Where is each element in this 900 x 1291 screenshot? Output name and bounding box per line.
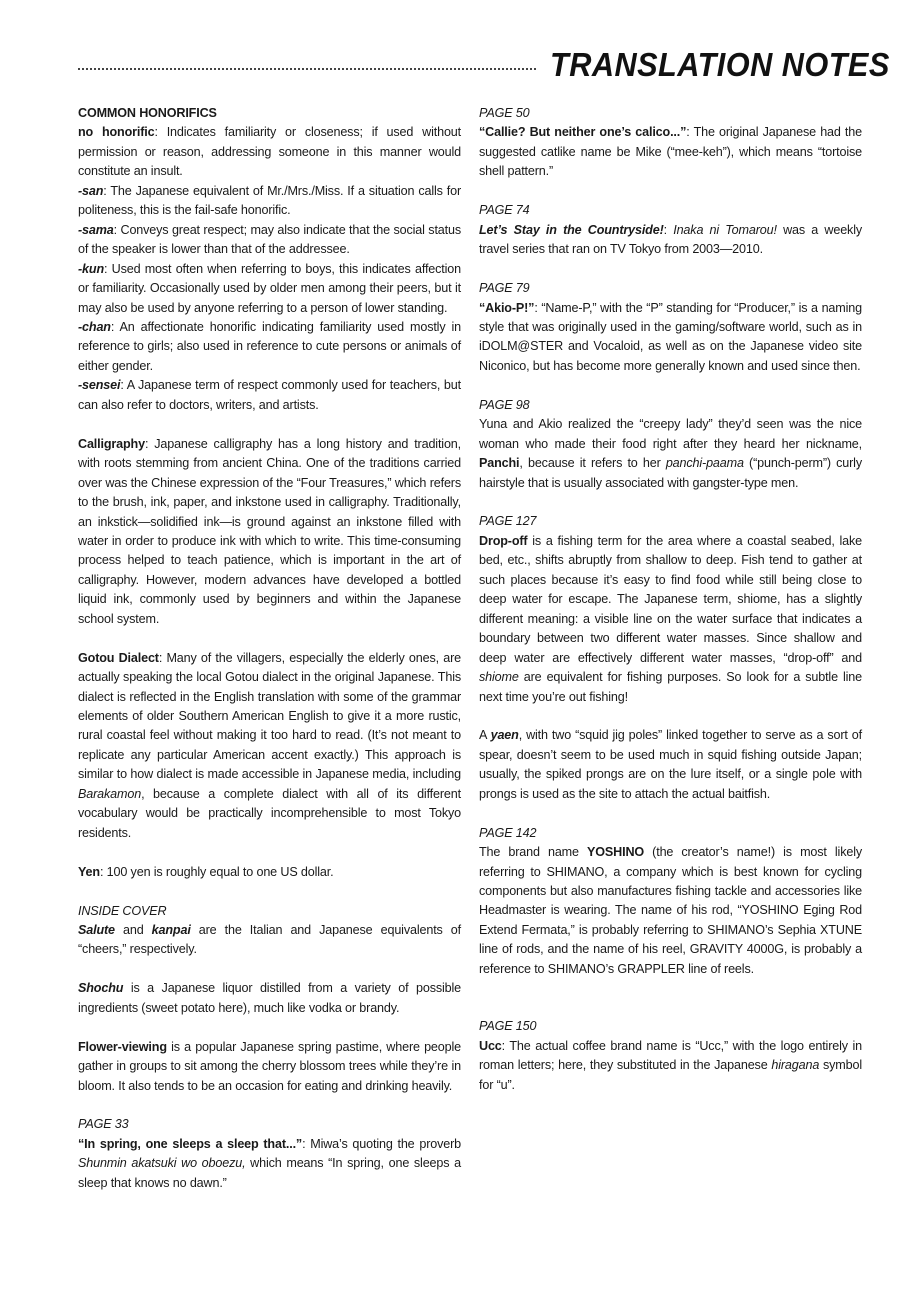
note-paragraph <box>479 415 862 493</box>
note-paragraph <box>78 921 461 960</box>
emphasized-term: Shochu <box>78 981 124 996</box>
section-heading: PAGE 142 <box>479 825 537 840</box>
emphasized-term: Panchi <box>479 456 520 471</box>
emphasized-term: no honorific <box>78 125 155 140</box>
section-heading: PAGE 150 <box>479 1019 537 1034</box>
note-paragraph <box>479 299 862 377</box>
emphasized-term: Calligraphy <box>78 436 145 451</box>
note-section <box>479 824 862 980</box>
emphasized-term: YOSHINO <box>587 845 645 860</box>
section-heading: PAGE 50 <box>479 106 530 120</box>
emphasized-term: Yen <box>78 864 100 879</box>
note-text: was a weekly travel series that ran on TV Tokyo from 2003—2010. <box>479 222 862 257</box>
note-section <box>479 279 862 376</box>
header-dotted-rule <box>78 68 536 70</box>
note-section <box>479 104 862 182</box>
note-text: : <box>663 222 674 237</box>
note-section <box>479 396 862 493</box>
note-text: , because a complete dialect with all of its different vocabulary would be practically incomprehensible to most Tokyo residents. <box>78 786 461 840</box>
note-text: Yuna and Akio realized the “creepy lady” they’d seen was the nice woman who made their food right after they heard her nickname, <box>479 417 862 451</box>
emphasized-term: -san <box>78 183 104 198</box>
section-heading: PAGE 127 <box>479 514 537 529</box>
emphasized-term: Shunmin akatsuki wo oboezu, <box>78 1156 246 1171</box>
right-column <box>479 104 862 1115</box>
emphasized-term: Ucc <box>479 1038 502 1053</box>
page-title: TRANSLATION NOTES <box>550 46 890 83</box>
note-text: which means “In spring, one sleeps a sleep that knows no dawn.” <box>78 1156 461 1190</box>
section-heading: PAGE 33 <box>78 1117 129 1132</box>
note-paragraph <box>78 1038 461 1096</box>
emphasized-term: kanpai <box>151 922 191 937</box>
emphasized-term: -sensei <box>78 378 121 393</box>
emphasized-term: “In spring, one sleeps a sleep that...” <box>78 1136 303 1151</box>
note-text: , with two “squid jig poles” linked together to serve as a sort of spear, doesn’t seem to be used much in squid fishing outside Japan; usually, the spiked prongs are on the lure itself, or a single pole with prongs is used as the site to attach the actual baitfish. <box>479 728 863 801</box>
note-text: The brand name <box>479 845 588 860</box>
note-paragraph <box>479 221 862 260</box>
note-text: (the creator’s name!) is most likely referring to SHIMANO, a company which is best known for cycling components but also manufactures fishing tackle and accessories like Headmaster is wearing. The name of his rod, “YOSHINO Eging Rod Extend Fermata,” is probably referring to SHIMANO’s Sephia XTUNE line of rods, and the name of his reel, GRAVITY 4000G, is probably a reference to SHIMANO’s GRAPPLER line of reels. <box>479 845 862 976</box>
note-section <box>479 201 862 259</box>
note-paragraph <box>78 318 461 376</box>
section-heading: PAGE 79 <box>479 281 530 296</box>
emphasized-term: panchi-paama <box>665 456 744 471</box>
emphasized-term: Let’s Stay in the Countryside! <box>479 222 664 237</box>
note-text: : A Japanese term of respect commonly used for teachers, but can also refer to doctors, writers, and artists. <box>78 378 461 412</box>
emphasized-term: hiragana <box>771 1058 820 1073</box>
note-paragraph <box>479 1037 862 1095</box>
emphasized-term: “Akio-P!” <box>479 300 535 315</box>
note-paragraph <box>78 979 461 1018</box>
section-heading: PAGE 98 <box>479 397 530 412</box>
note-text: is a fishing term for the area where a coastal seabed, lake bed, etc., shifts abruptly from shallow to deep. Fish tend to gather at such places because it’s easy to find food while still being close to deep water for escape. The Japanese term, shiome, has a slightly different meaning: a visible line on the water surface that indicates a boundary between two different water masses. Since shallow and deep water are effectively different water masses, “drop-off” and <box>479 533 862 665</box>
note-section <box>78 1038 461 1096</box>
note-text: : The Japanese equivalent of Mr./Mrs./Miss. If a situation calls for politeness, this is the fail-safe honorific. <box>78 183 461 218</box>
note-paragraph <box>78 182 461 221</box>
emphasized-term: Inaka ni Tomarou! <box>673 222 777 237</box>
note-text: A <box>479 728 491 743</box>
note-paragraph <box>78 863 461 882</box>
note-text: : Indicates familiarity or closeness; if used without permission or reason, addressing someone in this manner would constitute an insult. <box>78 125 461 179</box>
emphasized-term: “Callie? But neither one’s calico...” <box>479 125 687 140</box>
note-section <box>78 1115 461 1193</box>
note-text: : Miwa’s quoting the proverb <box>302 1136 461 1151</box>
note-paragraph <box>479 532 862 707</box>
note-text: : The actual coffee brand name is “Ucc,” with the logo entirely in roman letters; here, they substituted in the Japanese <box>479 1038 862 1073</box>
section-heading: COMMON HONORIFICS <box>78 106 217 120</box>
note-text: : Conveys great respect; may also indicate that the social status of the speaker is lower than that of the addressee. <box>78 222 461 257</box>
emphasized-term: Barakamon <box>78 786 142 801</box>
note-paragraph <box>479 123 862 181</box>
note-paragraph <box>78 221 461 260</box>
note-section <box>78 902 461 960</box>
note-paragraph <box>78 435 461 630</box>
note-text: (“punch-perm”) curly hairstyle that is usually associated with gangster-type men. <box>479 456 862 490</box>
note-paragraph <box>479 726 862 804</box>
note-section <box>78 104 461 415</box>
emphasized-term: -sama <box>78 222 114 237</box>
note-paragraph <box>78 260 461 318</box>
left-column <box>78 104 461 1213</box>
note-paragraph <box>479 843 862 979</box>
emphasized-term: -chan <box>78 319 111 334</box>
note-section <box>78 649 461 844</box>
note-section <box>479 512 862 707</box>
emphasized-term: Drop-off <box>479 533 528 548</box>
note-text: are the Italian and Japanese equivalents of “cheers,” respectively. <box>78 922 461 957</box>
emphasized-term: Flower-viewing <box>78 1039 167 1054</box>
note-text: : Used most often when referring to boys, this indicates affection or familiarity. Occasionally used by older men among their peers, but it may also be used by anyone referring to a person of lower standing. <box>78 261 461 315</box>
note-text: : “Name-P,” with the “P” standing for “Producer,” is a naming style that was originally used in the gaming/software world, such as in iDOLM@STER and Vocaloid, as well as on the Japanese video site Niconico, but has become more generally known and used since then. <box>479 300 862 373</box>
note-text: : Japanese calligraphy has a long history and tradition, with roots stemming from ancient China. One of the traditions carried over was the Chinese expression of the “Four Treasures,” which refers to the brush, ink, paper, and inkstone used in calligraphy. Traditionally, an inkstick—solidified ink—is ground against an inkstone filled with water in order to produce ink with which to write. This time-consuming process helped to teach patience, which is important in the art of calligraphy. However, modern advances have developed a bottled liquid ink, commonly used by beginners and within the Japanese school system. <box>78 436 461 626</box>
note-text: : Many of the villagers, especially the elderly ones, are actually speaking the local Gotou dialect in the original Japanese. This dialect is reflected in the English translation with some of the grammar elements of older Southern American English to give it a more rustic, rural coastal feel without making it too hard to read. (It’s not meant to replicate any particular American accent exactly.) This approach is similar to how dialect is made accessible in Japanese media, including <box>78 650 461 782</box>
note-section <box>479 1017 862 1095</box>
note-text: is a popular Japanese spring pastime, where people gather in groups to sit among the cherry blossom trees while they’re in bloom. It also tends to be an occasion for eating and drinking heavily. <box>78 1039 461 1093</box>
section-heading: PAGE 74 <box>479 203 530 218</box>
emphasized-term: Gotou Dialect <box>78 650 159 665</box>
note-text: , because it refers to her <box>519 456 666 471</box>
note-paragraph <box>78 649 461 844</box>
note-text: and <box>114 922 152 937</box>
emphasized-term: yaen <box>490 728 519 743</box>
section-heading: INSIDE COVER <box>78 903 167 918</box>
emphasized-term: Salute <box>78 922 115 937</box>
note-text: : 100 yen is roughly equal to one US dollar. <box>99 864 334 879</box>
note-text: : An affectionate honorific indicating familiarity used mostly in reference to girls; also used in reference to cute persons or animals of either gender. <box>78 319 461 373</box>
note-section <box>78 863 461 882</box>
note-paragraph <box>78 376 461 415</box>
note-text: are equivalent for fishing purposes. So look for a subtle line next time you’re out fishing! <box>479 670 862 704</box>
note-paragraph <box>78 1135 461 1193</box>
emphasized-term: -kun <box>78 261 104 276</box>
note-paragraph <box>78 123 461 181</box>
note-text: symbol for “u”. <box>479 1058 862 1092</box>
emphasized-term: shiome <box>479 670 519 685</box>
note-section <box>78 435 461 630</box>
note-section <box>78 979 461 1018</box>
note-section <box>479 726 862 804</box>
note-text: is a Japanese liquor distilled from a variety of possible ingredients (sweet potato here), much like vodka or brandy. <box>78 981 461 1015</box>
note-text: : The original Japanese had the suggested catlike name be Mike (“mee-keh”), which means “tortoise shell pattern.” <box>479 125 862 179</box>
